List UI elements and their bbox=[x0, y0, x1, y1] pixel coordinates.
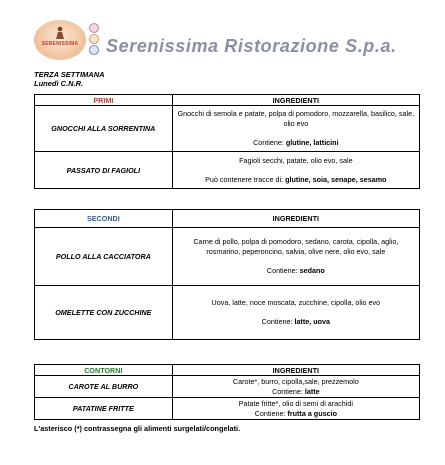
ingredients-header: INGREDIENTI bbox=[172, 365, 419, 376]
dish-name: OMELETTE CON ZUCCHINE bbox=[35, 286, 173, 340]
contains-label: Contiene: bbox=[254, 408, 288, 418]
logo-text: SERENISSIMA bbox=[41, 41, 79, 47]
contains-label: Contiene: bbox=[253, 138, 286, 148]
week-heading bbox=[34, 70, 105, 88]
certification-seals-icon bbox=[88, 22, 100, 56]
ingredients-cell bbox=[172, 376, 419, 398]
ingredients-cell bbox=[172, 106, 419, 152]
table-row bbox=[35, 286, 420, 340]
allergens: latte bbox=[304, 386, 320, 396]
dish-name: GNOCCHI ALLA SORRENTINA bbox=[35, 106, 173, 152]
chef-figure-icon bbox=[54, 26, 66, 40]
ingredients-text: Uova, latte, noce moscata, zucchine, cipolla, olio evo bbox=[211, 298, 381, 308]
ingredients-header: INGREDIENTI bbox=[172, 95, 419, 106]
allergens: latte, uova bbox=[294, 317, 330, 327]
week-title: TERZA SETTIMANA bbox=[34, 70, 105, 79]
ingredients-cell bbox=[172, 228, 419, 286]
ingredients-text: Carne di pollo, polpa di pomodoro, sedano, carota, cipolla, aglio, rosmarino, peperoncino, salvia, olive nere, olio evo, sale bbox=[193, 237, 399, 256]
table-row bbox=[35, 228, 420, 286]
table-row bbox=[35, 398, 420, 420]
dish-name: POLLO ALLA CACCIATORA bbox=[35, 228, 173, 286]
ingredients-cell bbox=[172, 152, 419, 189]
contorni-category: CONTORNI bbox=[35, 365, 173, 376]
allergens: glutine, latticini bbox=[285, 138, 339, 148]
secondi-category: SECONDI bbox=[35, 210, 173, 228]
ingredients-text: Carote*, burro, cipolla,sale, prezzemolo bbox=[232, 376, 359, 386]
table-row bbox=[35, 106, 420, 152]
contains-label: Contiene: bbox=[261, 317, 295, 327]
secondi-table bbox=[34, 209, 420, 340]
header bbox=[34, 16, 434, 64]
contains-label: Può contenere tracce di: bbox=[205, 174, 286, 184]
allergens: glutine, soia, senape, sesamo bbox=[285, 174, 387, 184]
ingredients-header: INGREDIENTI bbox=[172, 210, 419, 228]
allergens: frutta a guscio bbox=[287, 408, 337, 418]
dish-name: PATATINE FRITTE bbox=[35, 398, 173, 420]
allergens: sedano bbox=[299, 266, 325, 276]
primi-table bbox=[34, 94, 420, 189]
ingredients-text: Gnocchi di semola e patate, polpa di pomodoro, mozzarella, basilico, sale, olio evo bbox=[177, 109, 415, 128]
table-row bbox=[35, 152, 420, 189]
ingredients-cell bbox=[172, 398, 419, 420]
frozen-footnote: L'asterisco (*) contrassegna gli alimenti surgelati/congelati. bbox=[34, 424, 241, 433]
ingredients-text: Patate fritte*, olio di semi di arachidi bbox=[238, 398, 353, 408]
dish-name: CAROTE AL BURRO bbox=[35, 376, 173, 398]
company-logo bbox=[34, 20, 86, 60]
primi-category: PRIMI bbox=[35, 95, 173, 106]
table-row bbox=[35, 376, 420, 398]
contorni-table bbox=[34, 364, 420, 420]
ingredients-text: Fagioli secchi, patate, olio evo, sale bbox=[239, 155, 353, 165]
dish-name: PASSATO DI FAGIOLI bbox=[35, 152, 173, 189]
company-name: Serenissima Ristorazione S.p.a. bbox=[106, 36, 397, 56]
contains-label: Contiene: bbox=[272, 386, 305, 396]
day-title: Lunedì C.N.R. bbox=[34, 79, 84, 88]
ingredients-cell bbox=[172, 286, 419, 340]
contains-label: Contiene: bbox=[266, 266, 300, 276]
